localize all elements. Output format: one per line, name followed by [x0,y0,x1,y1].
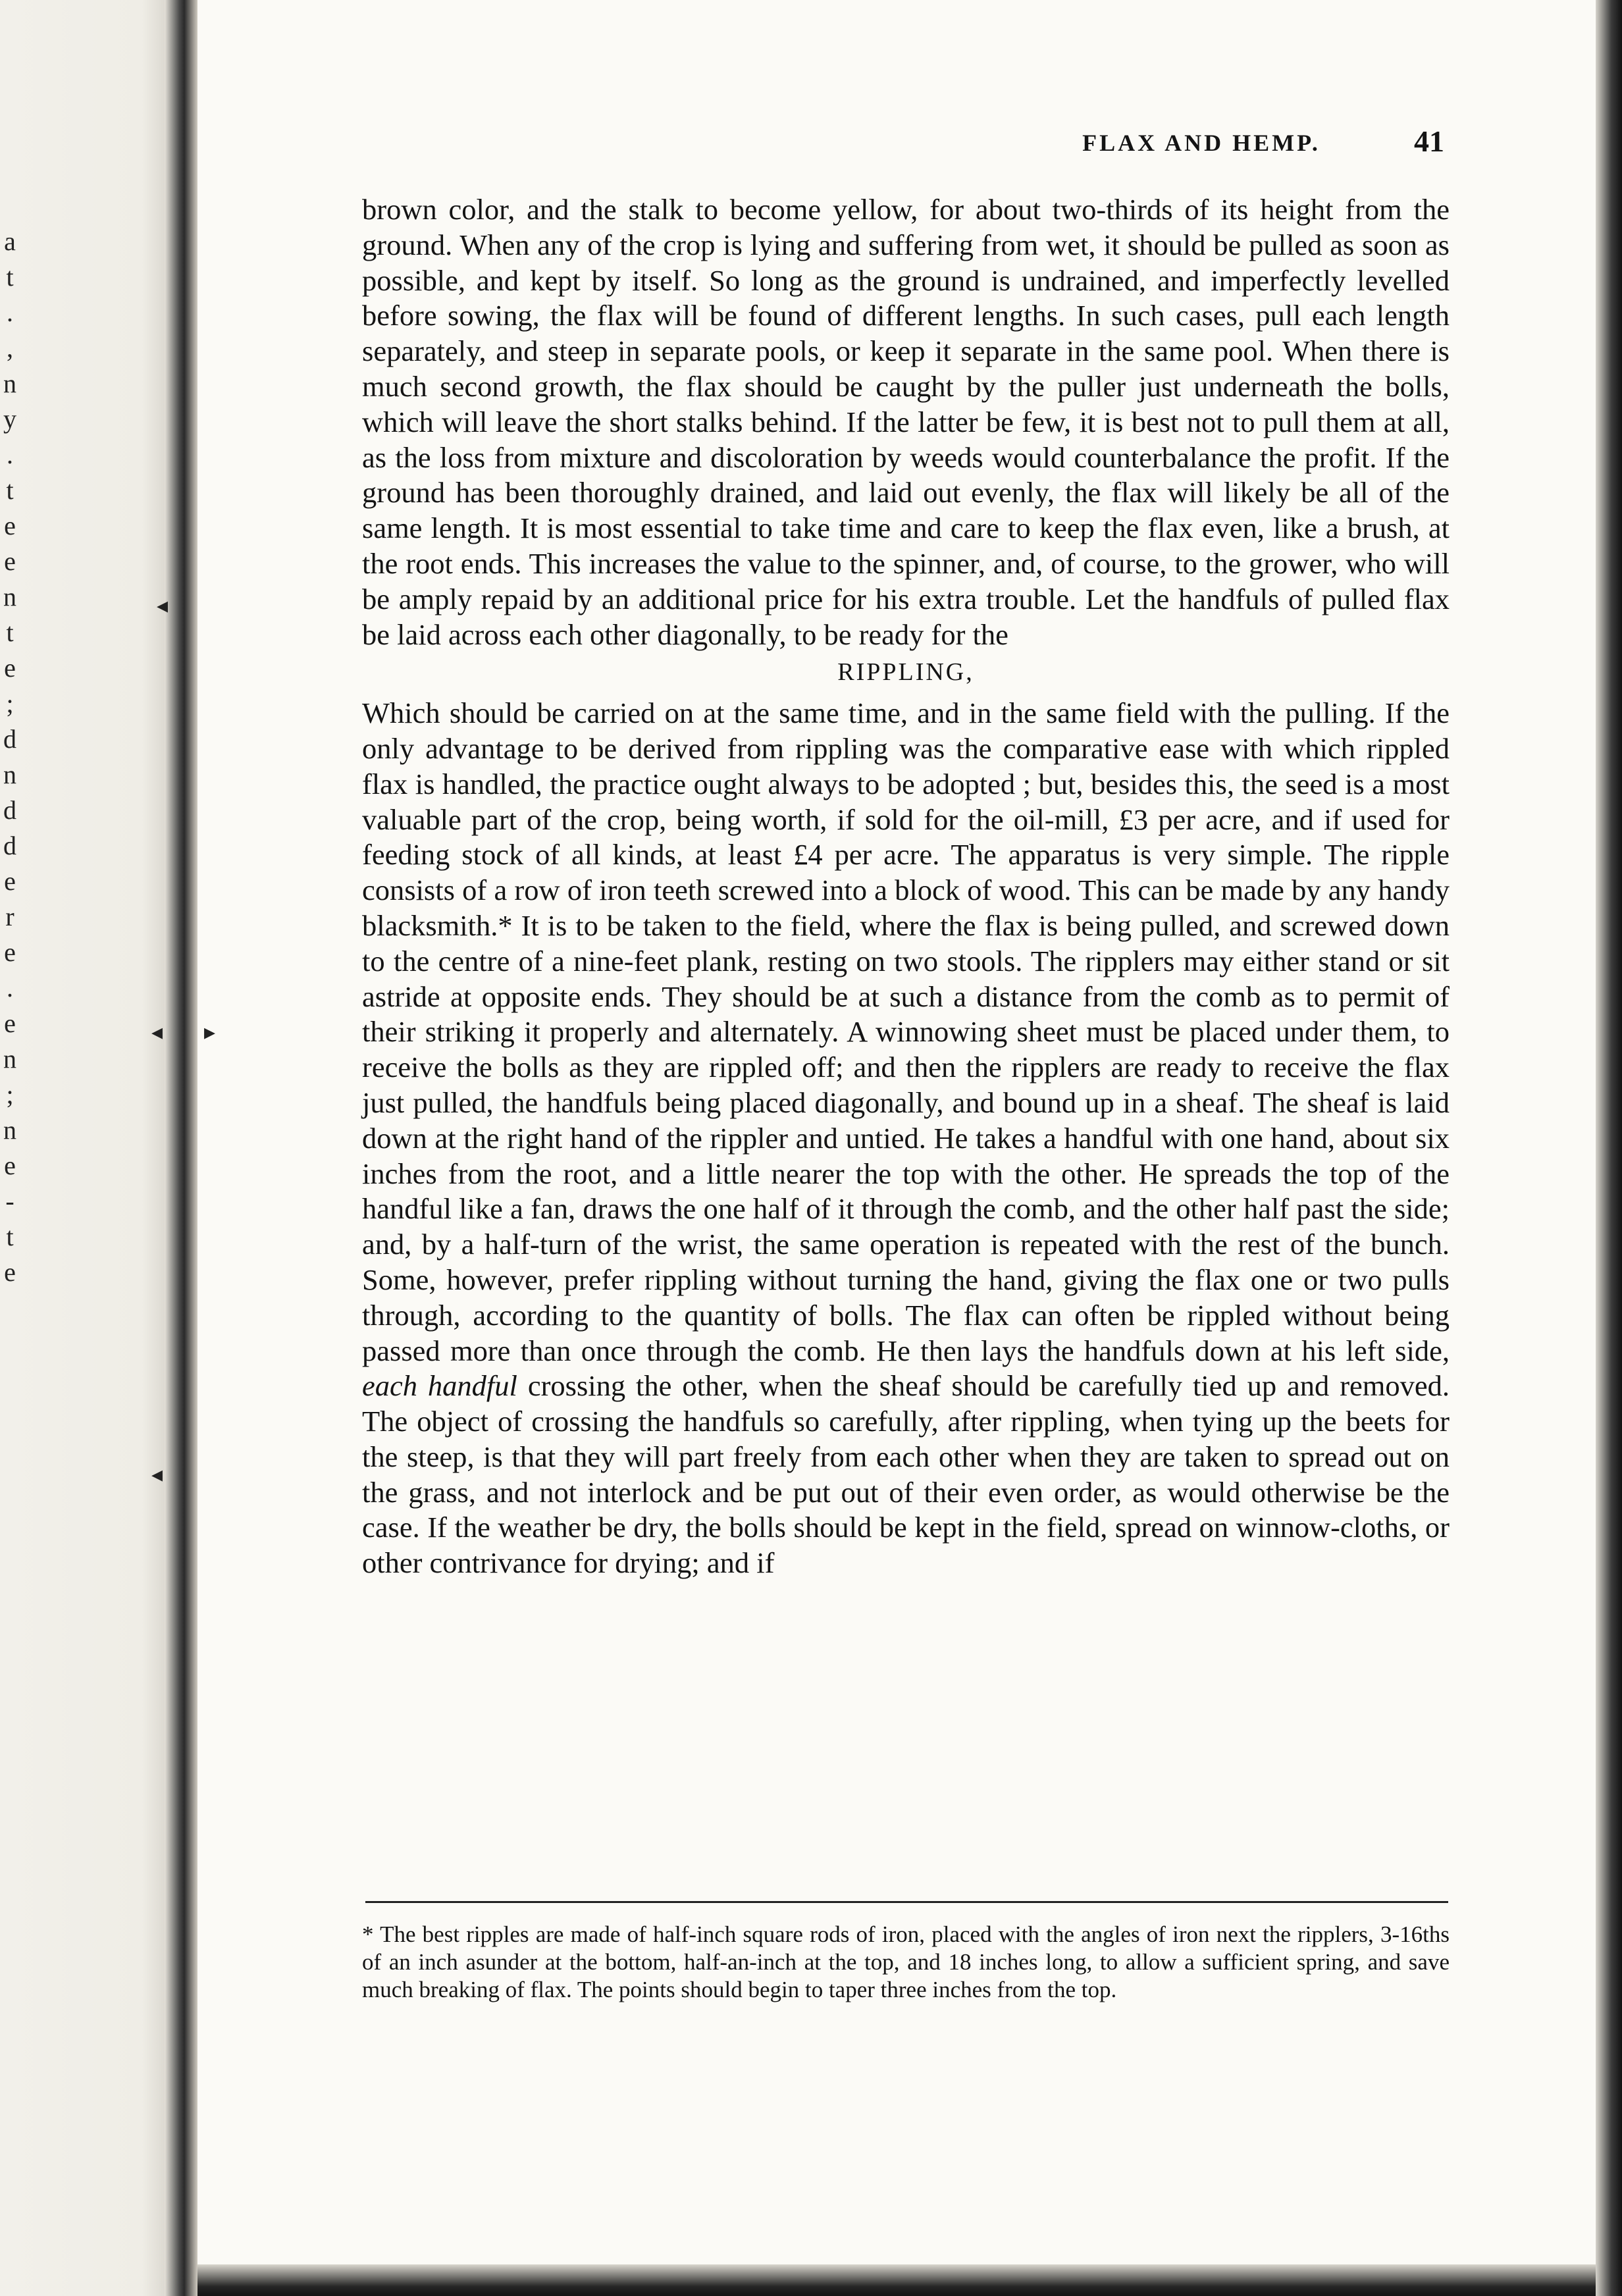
margin-fragment: n [3,1115,16,1145]
previous-page-fragments [0,224,20,1290]
margin-fragment: e [4,1151,16,1180]
rippling-text-part1: Which should be carried on at the same time, and in the same field with the pulling. If the only advantage to be derived from rippling was the comparative ease with which rippled flax is handled, the practice ought always to be adopted ; but, besides this, the seed is a most valuable part of the crop, being worth, if sold for the oil-mill, £3 per acre, and if used for feeding stock of all kinds, at least £4 per acre. The apparatus is very simple. The ripple consists of a row of iron teeth screwed into a block of wood. This can be made by any handy blacksmith.* It is to be taken to the field, where the flax is being pulled, and screwed down to the centre of a nine-feet plank, resting on two stools. The ripplers may either stand or sit astride at opposite ends. They should be at such a distance from the comb as to permit of their striking it properly and alternately. A winnowing sheet must be placed under them, to receive the bolls as they are rippled off; and then the ripplers are ready to receive the flax just pulled, the handfuls being placed diagonally, and bound up in a sheaf. The sheaf is laid down at the right hand of the rippler and untied. He takes a handful with one hand, about six inches from the root, and a little nearer the top with the other. He spreads the top of the handful like a fan, draws the one half of it through the comb, and the other half past the side; and, by a half-turn of the wrist, the same operation is repeated with the rest of the bunch. Some, however, prefer rippling without turning the hand, giving the flax one or two pulls through, according to the quantity of bolls. The flax can often be rippled without being passed more than once through the comb. He then lays the handfuls down at his left side, [362,696,1450,1367]
margin-fragment: e [4,937,16,967]
footnote-divider [365,1901,1448,1903]
margin-fragment: - [5,1186,14,1216]
main-text [362,192,1450,1581]
margin-fragment: . [7,298,13,327]
margin-fragment: t [6,617,14,647]
margin-fragment: n [3,582,16,612]
margin-fragment: . [7,973,13,1003]
margin-fragment: t [6,262,14,292]
margin-fragment: d [3,724,16,754]
margin-fragment: t [6,475,14,505]
margin-fragment: d [3,831,16,860]
margin-fragment: ; [6,689,14,718]
margin-fragment: n [3,760,16,789]
margin-fragment: d [3,795,16,825]
paragraph-pulling: brown color, and the stalk to become yellow, for about two-thirds of its height from the ground. When any of the crop is lying and suffering from wet, it should be pulled as soon as possible, and kept by itself. So long as the ground is undrained, and imperfectly levelled before sowing, the flax will be found of different lengths. In such cases, pull each length separately, and steep in separate pools, or keep it separate in the same pool. When there is much second growth, the flax should be caught by the puller just underneath the bolls, which will leave the short stalks behind. If the latter be few, it is best not to pull them at all, as the loss from mixture and discoloration by weeds would counterbalance the profit. If the ground has been thoroughly drained, and laid out evenly, the flax will likely be all of the same length. It is most essential to take time and care to keep the flax even, like a brush, at the root ends. This increases the value to the spinner, and, of course, to the grower, who will be amply repaid by an additional price for his extra trouble. Let the handfuls of pulled flax be laid across each other diagonally, to be ready for the [362,193,1450,651]
book-spine [165,0,197,2296]
margin-fragment: n [3,1044,16,1074]
margin-fragment: e [4,1008,16,1038]
right-page-edge [1596,0,1622,2296]
margin-fragment: t [6,1222,14,1251]
rippling-text-part2: crossing the other, when the sheaf should be carefully tied up and removed. The object of crossing the handfuls so carefully, after rippling, when tying up the beets for the steep, is that they will part freely from each other when they are taken to spread out on the grass, and not interlock and be put out of their even order, as would otherwise be the case. If the weather be dry, the bolls should be kept in the field, spread on winnow-cloths, or other contrivance for drying; and if [362,1369,1450,1580]
margin-fragment: e [4,653,16,683]
margin-fragment: , [7,333,13,363]
margin-fragment: . [7,440,13,469]
binding-mark-icon: ▸ [204,1019,216,1045]
page-gutter [0,0,178,2296]
margin-fragment: a [4,226,16,256]
margin-fragment: ; [6,1080,14,1109]
binding-mark-icon: ◂ [151,1461,163,1488]
margin-fragment: e [4,1257,16,1287]
book-page [197,0,1596,2271]
running-title: FLAX AND HEMP. [1082,130,1321,156]
bottom-page-edge [197,2264,1596,2296]
italic-each-handful: each handful [362,1369,517,1403]
margin-fragment: y [3,404,16,434]
binding-mark-icon: ◂ [151,1019,163,1045]
margin-fragment: e [4,511,16,540]
footnote: * The best ripples are made of half-inch square rods of iron, placed with the angles of iron next the ripplers, 3-16ths of an inch asunder at the bottom, half-an-inch at the top, and 18 inches long, to allow a sufficient spring, and save much breaking of flax. The points should begin to taper three inches from the top. [362,1921,1450,2002]
paragraph-rippling [362,696,1450,1581]
margin-fragment: r [5,902,14,931]
margin-fragment: e [4,866,16,896]
section-heading-rippling: RIPPLING, [837,658,974,687]
page-number: 41 [1414,124,1444,158]
margin-fragment: e [4,546,16,576]
margin-fragment: n [3,369,16,398]
binding-mark-icon: ◂ [157,592,169,619]
